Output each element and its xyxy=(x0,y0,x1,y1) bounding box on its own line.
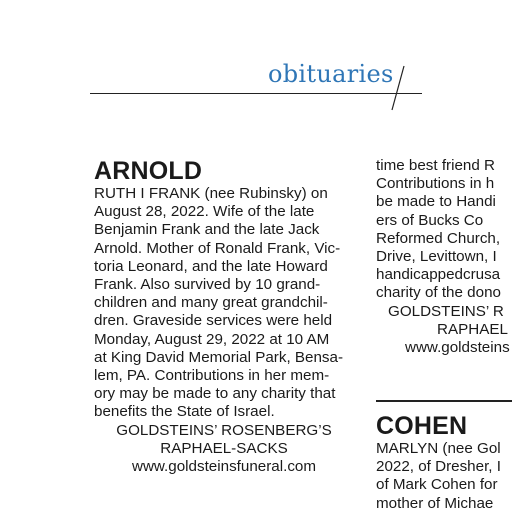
obituary-line: Contributions in h xyxy=(376,175,495,193)
obituary-line: toria Leonard, and the late Howard xyxy=(94,257,328,275)
obituary-line: Benjamin Frank and the late Jack xyxy=(94,221,320,239)
obituary-line: Drive, Levittown, I xyxy=(376,248,497,266)
obituary-surname: COHEN xyxy=(376,412,468,440)
obituary-surname: ARNOLD xyxy=(94,157,203,185)
funeral-home-website: www.goldsteinsfuneral.com xyxy=(131,458,317,476)
obituary-cohen xyxy=(376,412,512,513)
obituary-line: Reformed Church, xyxy=(376,229,501,247)
obituary-line: lem, PA. Contributions in her mem- xyxy=(94,367,330,385)
obituary-line: at King David Memorial Park, Bensa- xyxy=(94,348,344,366)
obituary-line: 2022, of Dresher, I xyxy=(376,458,501,476)
obituary-line: Frank. Also survived by 10 grand- xyxy=(94,276,321,294)
obituary-line: children and many great grandchil- xyxy=(94,294,328,312)
section-title: obituaries xyxy=(268,60,394,88)
funeral-home-subname: RAPHAEL-SACKS xyxy=(160,439,288,457)
funeral-home-name: GOLDSTEINS’ R xyxy=(388,302,504,320)
funeral-home-name: GOLDSTEINS’ ROSENBERG’S xyxy=(116,421,332,439)
obituary-line: benefits the State of Israel. xyxy=(94,403,275,421)
funeral-home-subname: RAPHAEL xyxy=(437,320,508,338)
obituary-line: mother of Michae xyxy=(376,494,494,512)
obituary-line: August 28, 2022. Wife of the late xyxy=(94,203,315,221)
obituary-arnold xyxy=(94,157,354,476)
obituary-line: ers of Bucks Co xyxy=(376,211,484,229)
obituary-line: be made to Handi xyxy=(376,193,496,211)
obituary-line: MARLYN (nee Gol xyxy=(376,440,501,457)
obituary-line: dren. Graveside services were held xyxy=(94,312,333,330)
obituary-continued xyxy=(376,157,512,357)
obituary-divider xyxy=(376,400,512,402)
header-rule xyxy=(90,93,422,94)
header-slash-decoration xyxy=(388,64,412,112)
obituary-line: charity of the dono xyxy=(376,284,501,302)
obituary-line: ory may be made to any charity that xyxy=(94,385,336,403)
obituary-line: handicappedcrusa xyxy=(376,266,501,284)
obituary-line: of Mark Cohen for xyxy=(376,476,498,494)
obituary-line: Arnold. Mother of Ronald Frank, Vic- xyxy=(94,239,341,257)
obituary-body xyxy=(94,185,354,422)
obituary-line: RUTH I FRANK (nee Rubinsky) on xyxy=(94,185,328,202)
funeral-home-website: www.goldsteins xyxy=(405,339,510,357)
obituary-line: time best friend R xyxy=(376,157,496,174)
obituary-line: Monday, August 29, 2022 at 10 AM xyxy=(94,330,330,348)
